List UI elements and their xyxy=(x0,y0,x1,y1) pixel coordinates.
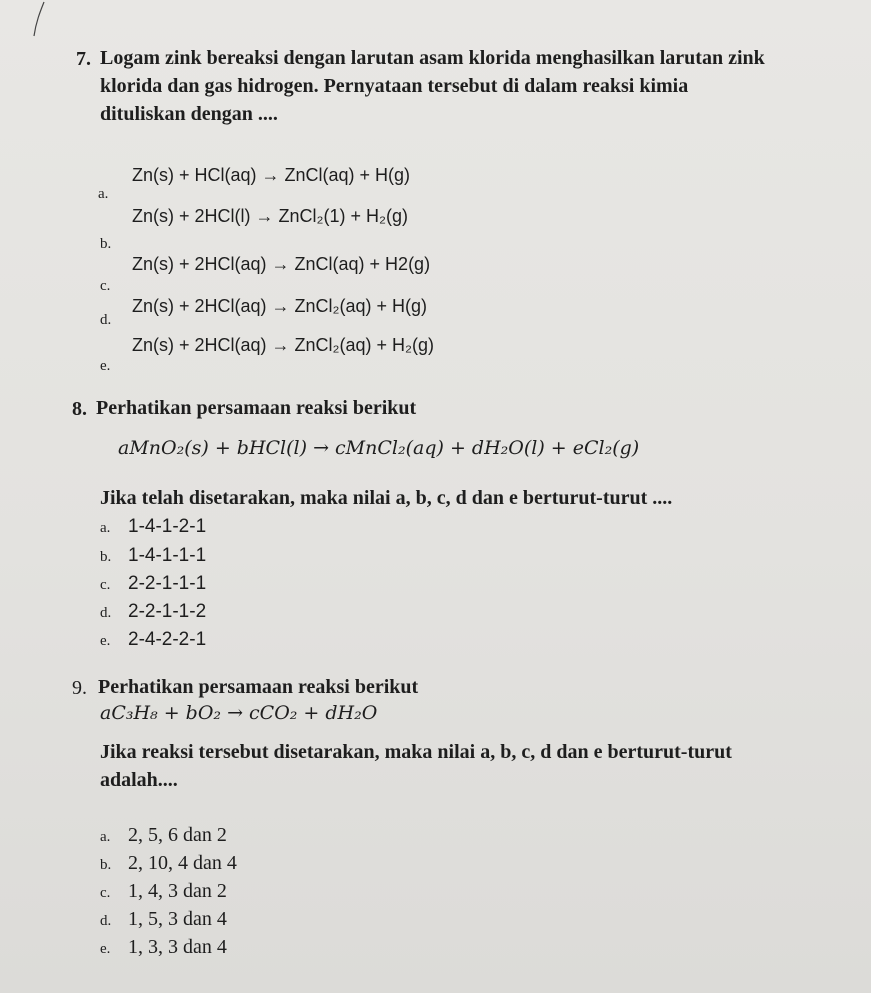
q7-option-a-equation: Zn(s) + HCl(aq) → ZnCl(aq) + H(g) xyxy=(132,165,411,185)
q7-option-b-letter: b. xyxy=(100,236,112,252)
question-7-number: 7. xyxy=(76,48,91,70)
q8-option-d-letter: d. xyxy=(100,605,112,621)
question-9-equation: aC₃H₈ + bO₂ → cCO₂ + dH₂O xyxy=(100,702,378,724)
pen-mark xyxy=(30,0,50,40)
q8-option-c-letter: c. xyxy=(100,577,111,593)
question-7-line-3: dituliskan dengan .... xyxy=(100,103,278,125)
q8-option-a-text: 1-4-1-2-1 xyxy=(128,516,207,537)
q8-option-e-text: 2-4-2-2-1 xyxy=(128,629,207,650)
q9-option-a-text: 2, 5, 6 dan 2 xyxy=(128,824,227,846)
question-8-question: Jika telah disetarakan, maka nilai a, b, c, d dan e berturut-turut .... xyxy=(100,487,673,509)
question-9-question-line-2: adalah.... xyxy=(100,769,178,791)
q7-option-d-equation: Zn(s) + 2HCl(aq) → ZnCl₂(aq) + H(g) xyxy=(132,296,428,316)
q9-option-a-letter: a. xyxy=(100,829,111,845)
q7-option-e-letter: e. xyxy=(100,358,111,374)
question-9-number: 9. xyxy=(72,677,87,699)
q8-option-c-text: 2-2-1-1-1 xyxy=(128,573,207,594)
q7-option-a-letter: a. xyxy=(98,186,109,202)
q9-option-e-letter: e. xyxy=(100,941,111,957)
q9-option-c-text: 1, 4, 3 dan 2 xyxy=(128,880,227,902)
q8-option-e-letter: e. xyxy=(100,633,111,649)
q9-option-b-letter: b. xyxy=(100,857,112,873)
question-8-number: 8. xyxy=(72,398,87,420)
q9-option-b-text: 2, 10, 4 dan 4 xyxy=(128,852,237,874)
question-8-equation: aMnO₂(s) + bHCl(l) → cMnCl₂(aq) + dH₂O(l) + eCl₂(g) xyxy=(118,437,640,459)
q8-option-a-letter: a. xyxy=(100,520,111,536)
q7-option-e-equation: Zn(s) + 2HCl(aq) → ZnCl₂(aq) + H₂(g) xyxy=(132,335,435,355)
q8-option-d-text: 2-2-1-1-2 xyxy=(128,601,207,622)
q9-option-d-text: 1, 5, 3 dan 4 xyxy=(128,908,227,930)
question-7-line-1: Logam zink bereaksi dengan larutan asam klorida menghasilkan larutan zink xyxy=(100,47,765,69)
q7-option-c-equation: Zn(s) + 2HCl(aq) → ZnCl(aq) + H2(g) xyxy=(132,254,431,274)
q7-option-b-equation: Zn(s) + 2HCl(l) → ZnCl₂(1) + H₂(g) xyxy=(132,206,408,226)
q9-option-e-text: 1, 3, 3 dan 4 xyxy=(128,936,227,958)
q9-option-d-letter: d. xyxy=(100,913,112,929)
q9-option-c-letter: c. xyxy=(100,885,111,901)
question-7-line-2: klorida dan gas hidrogen. Pernyataan tersebut di dalam reaksi kimia xyxy=(100,75,689,97)
question-9-title: Perhatikan persamaan reaksi berikut xyxy=(98,676,419,698)
question-8-title: Perhatikan persamaan reaksi berikut xyxy=(96,397,417,419)
q8-option-b-text: 1-4-1-1-1 xyxy=(128,545,207,566)
q7-option-c-letter: c. xyxy=(100,278,111,294)
q7-option-d-letter: d. xyxy=(100,312,112,328)
question-9-question-line-1: Jika reaksi tersebut disetarakan, maka nilai a, b, c, d dan e berturut-turut xyxy=(100,741,732,763)
q8-option-b-letter: b. xyxy=(100,549,112,565)
